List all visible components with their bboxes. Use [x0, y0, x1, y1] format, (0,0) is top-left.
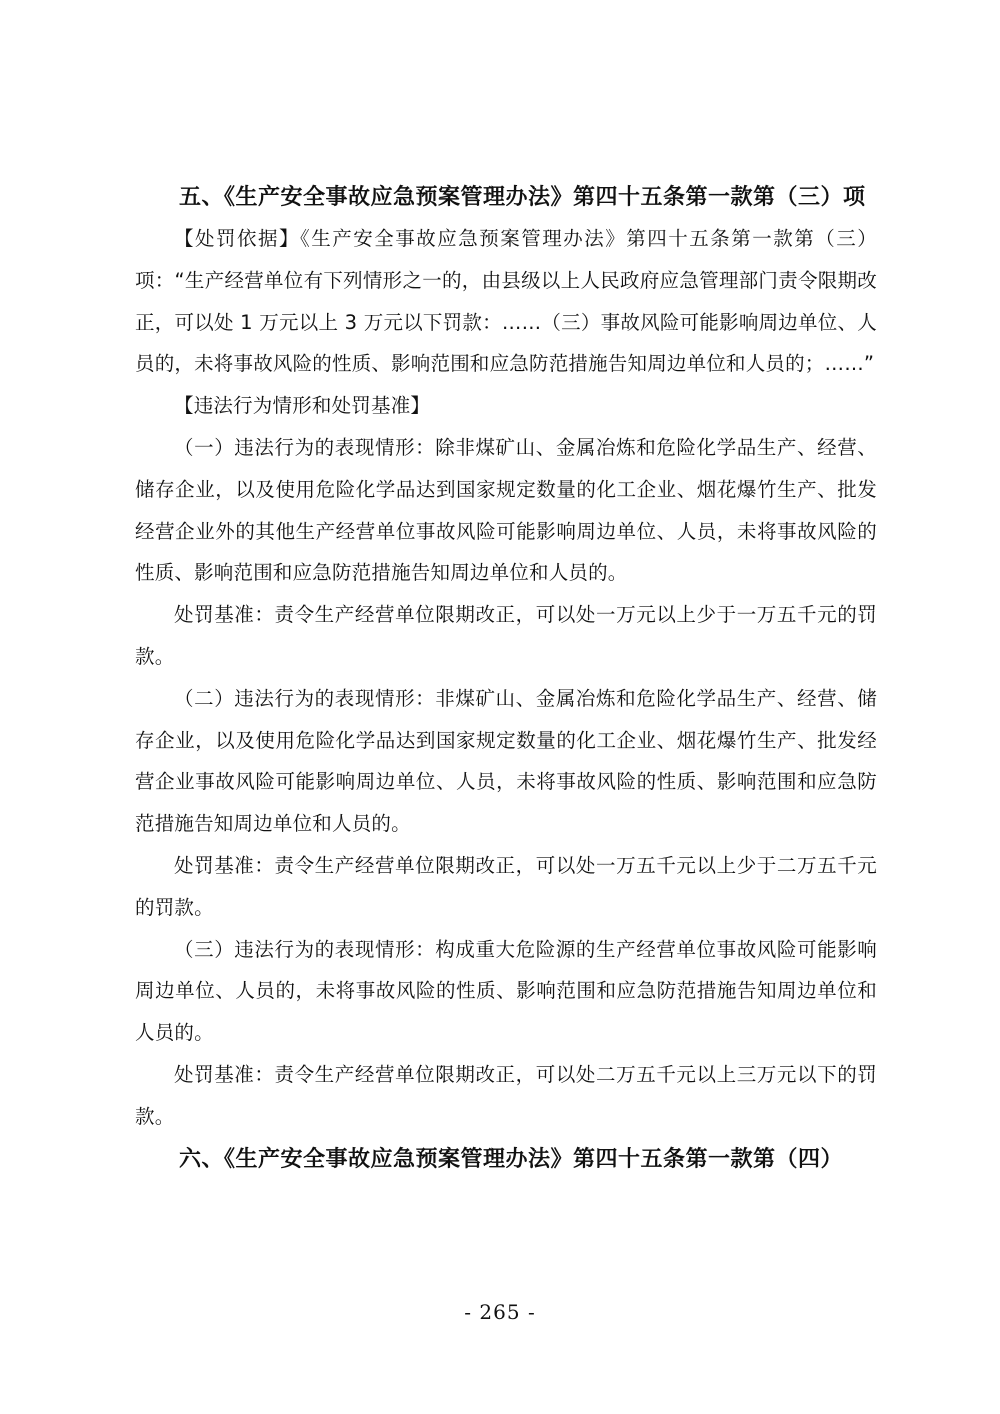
case-1-penalty: 处罚基准：责令生产经营单位限期改正，可以处一万元以上少于一万五千元的罚款。: [135, 603, 877, 668]
case-3-penalty: 处罚基准：责令生产经营单位限期改正，可以处二万五千元以上三万元以下的罚款。: [135, 1062, 877, 1128]
case-3-situation: （三）违法行为的表现情形：构成重大危险源的生产经营单位事故风险可能影响周边单位、人员的，未将事故风险的性质、影响范围和应急防范措施告知周边单位和人员的。: [135, 937, 877, 1045]
section-heading-5: 五、《生产安全事故应急预案管理办法》第四十五条第一款第（三）项: [179, 184, 866, 210]
case-2-situation: （二）违法行为的表现情形：非煤矿山、金属冶炼和危险化学品生产、经营、储存企业，以及使用危险化学品达到国家规定数量的化工企业、烟花爆竹生产、批发经营企业事故风险可能影响周边单位、人员，未将事故风险的性质、影响范围和应急防范措施告知周边单位和人员的。: [135, 686, 877, 836]
standard-title: 【违法行为情形和处罚基准】: [174, 394, 431, 418]
section-heading-6: 六、《生产安全事故应急预案管理办法》第四十五条第一款第（四）: [179, 1145, 844, 1172]
page-number: - 265 -: [464, 1300, 536, 1324]
case-2-penalty: 处罚基准：责令生产经营单位限期改正，可以处一万五千元以上少于二万五千元的罚款。: [135, 853, 877, 919]
case-1-situation: （一）违法行为的表现情形：除非煤矿山、金属冶炼和危险化学品生产、经营、储存企业，以及使用危险化学品达到国家规定数量的化工企业、烟花爆竹生产、批发经营企业外的其他生产经营单位事故风险可能影响周边单位、人员，未将事故风险的性质、影响范围和应急防范措施告知周边单位和人员的。: [135, 435, 877, 585]
penalty-basis-paragraph: 【处罚依据】《生产安全事故应急预案管理办法》第四十五条第一款第（三）项：“生产经营单位有下列情形之一的，由县级以上人民政府应急管理部门责令限期改正，可以处 1 万元以上 3 万元以下罚款：……（三）事故风险可能影响周边单位、人员的，未将事故风险的性质、影响范围和应急防范措施告知周边单位和人员的；……”: [135, 227, 877, 376]
document-body: [135, 176, 877, 1180]
